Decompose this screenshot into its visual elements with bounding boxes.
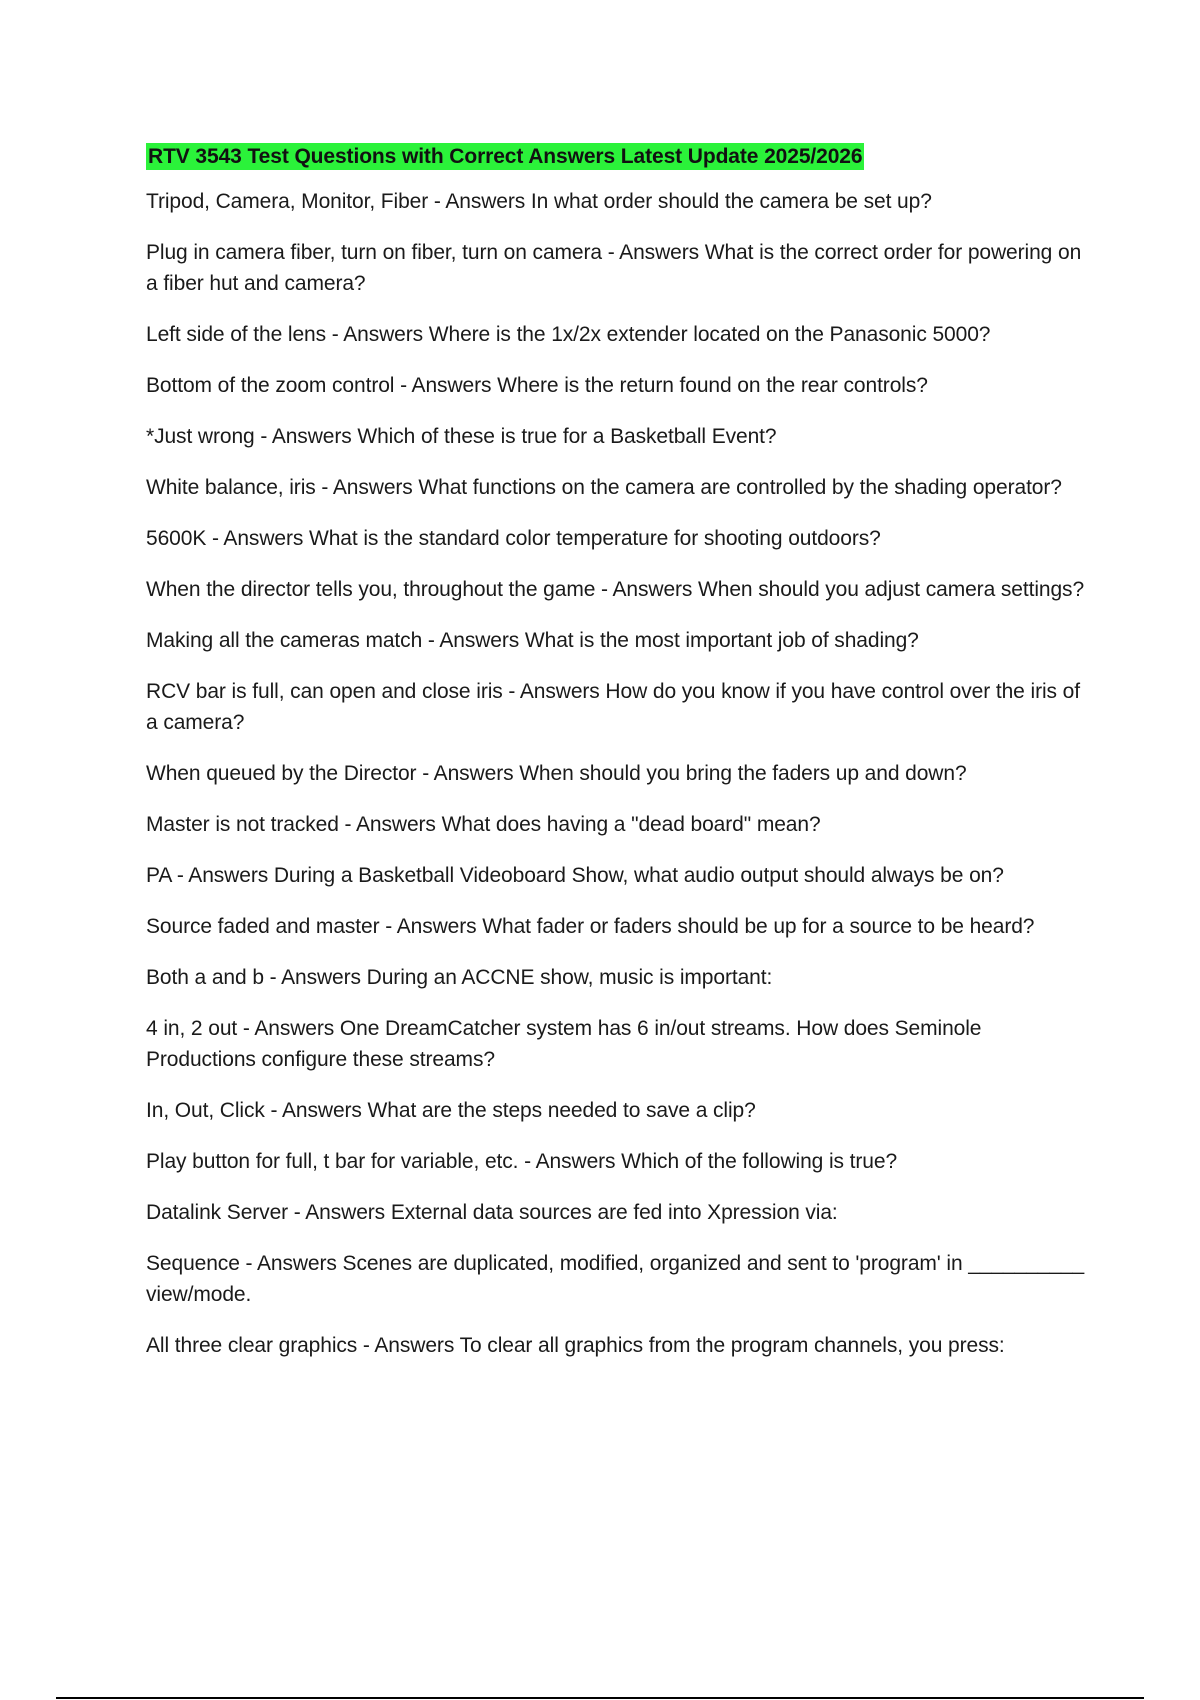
document-title [146, 143, 1096, 186]
qa-item: Play button for full, t bar for variable, etc. - Answers Which of the following is true? [146, 1150, 898, 1173]
qa-item: *Just wrong - Answers Which of these is true for a Basketball Event? [146, 425, 777, 448]
page-bottom-divider [56, 1697, 1144, 1699]
qa-item: Source faded and master - Answers What fader or faders should be up for a source to be heard? [146, 915, 1035, 938]
qa-item: Sequence - Answers Scenes are duplicated, modified, organized and sent to 'program' in __________ view/mode. [146, 1252, 1085, 1306]
qa-item: 5600K - Answers What is the standard color temperature for shooting outdoors? [146, 527, 881, 550]
qa-item: When queued by the Director - Answers When should you bring the faders up and down? [146, 762, 967, 785]
qa-item: Plug in camera fiber, turn on fiber, turn on camera - Answers What is the correct order for powering on a fiber hut and camera? [146, 241, 1082, 295]
qa-item: RCV bar is full, can open and close iris - Answers How do you know if you have control over the iris of a camera? [146, 680, 1080, 734]
highlighted-title: RTV 3543 Test Questions with Correct Answers Latest Update 2025/2026 [148, 145, 863, 168]
qa-item: Making all the cameras match - Answers What is the most important job of shading? [146, 629, 919, 652]
qa-item: PA - Answers During a Basketball Videoboard Show, what audio output should always be on? [146, 864, 1004, 887]
qa-item: All three clear graphics - Answers To clear all graphics from the program channels, you press: [146, 1334, 1005, 1357]
qa-item: Both a and b - Answers During an ACCNE show, music is important: [146, 966, 773, 989]
qa-item: Left side of the lens - Answers Where is the 1x/2x extender located on the Panasonic 5000? [146, 323, 991, 346]
qa-item: White balance, iris - Answers What functions on the camera are controlled by the shading operator? [146, 476, 1062, 499]
qa-item: In, Out, Click - Answers What are the steps needed to save a clip? [146, 1099, 756, 1122]
document-content [146, 143, 1096, 1381]
qa-item: 4 in, 2 out - Answers One DreamCatcher system has 6 in/out streams. How does Seminole Productions configure these streams? [146, 1017, 982, 1071]
qa-item: Datalink Server - Answers External data sources are fed into Xpression via: [146, 1201, 838, 1224]
qa-item: Tripod, Camera, Monitor, Fiber - Answers In what order should the camera be set up? [146, 190, 932, 213]
qa-item: Bottom of the zoom control - Answers Where is the return found on the rear controls? [146, 374, 928, 397]
qa-item: Master is not tracked - Answers What does having a "dead board" mean? [146, 813, 821, 836]
qa-item: When the director tells you, throughout the game - Answers When should you adjust camera settings? [146, 578, 1085, 601]
qa-list [146, 186, 1096, 1361]
